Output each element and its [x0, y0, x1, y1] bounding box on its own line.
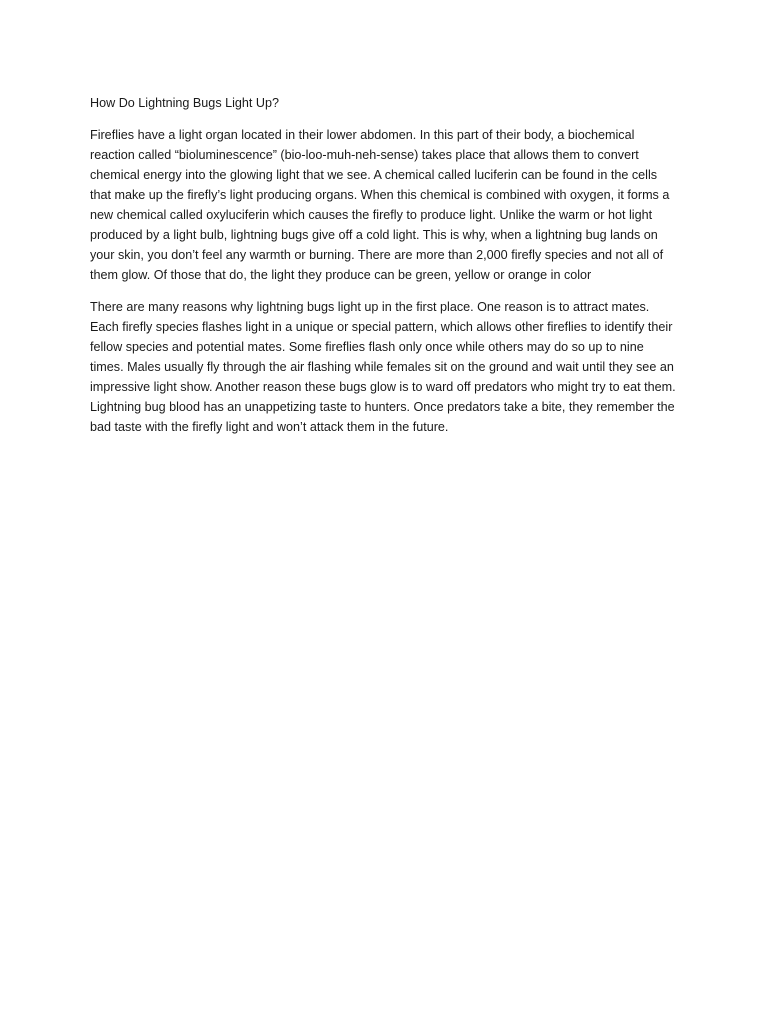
paragraph-bioluminescence: Fireflies have a light organ located in their lower abdomen. In this part of their body, a biochemical reaction called “bioluminescence” (bio-loo-muh-neh-sense) takes place that allows them to convert chemical energy into the glowing light that we see. A chemical called luciferin can be found in the cells that make up the firefly’s light producing organs. When this chemical is combined with oxygen, it forms a new chemical called oxyluciferin which causes the firefly to produce light. Unlike the warm or hot light produced by a light bulb, lightning bugs give off a cold light. This is why, when a lightning bug lands on your skin, you don’t feel any warmth or burning. There are more than 2,000 firefly species and not all of them glow. Of those that do, the light they produce can be green, yellow or orange in color	[90, 128, 670, 282]
document-body	[90, 93, 680, 449]
document-title: How Do Lightning Bugs Light Up?	[90, 96, 280, 110]
paragraph-reasons: There are many reasons why lightning bugs light up in the first place. One reason is to attract mates. Each firefly species flashes light in a unique or special pattern, which allows other fireflies to identify their fellow species and potential mates. Some fireflies flash only once while others may do so up to nine times. Males usually fly through the air flashing while females sit on the ground and wait until they see an impressive light show. Another reason these bugs glow is to ward off predators who might try to eat them. Lightning bug blood has an unappetizing taste to hunters. Once predators take a bite, they remember the bad taste with the firefly light and won’t attack them in the future.	[90, 300, 676, 434]
